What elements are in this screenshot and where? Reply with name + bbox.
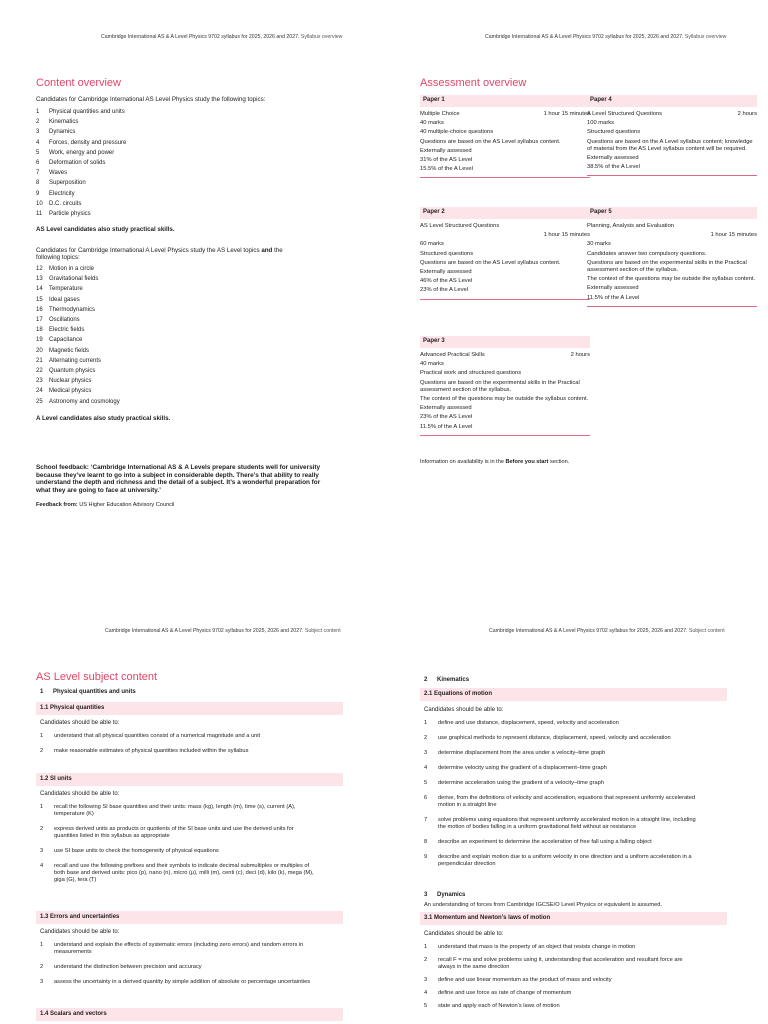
item-number: 1 [40, 733, 44, 739]
topic-number: 10 [36, 200, 43, 207]
list-item [40, 748, 350, 755]
topic-item [36, 117, 126, 127]
topic-number: 5 [36, 149, 40, 156]
list-item [40, 804, 350, 818]
item-text: define and use force as rate of change of momentum [438, 990, 572, 996]
topic-heading [424, 677, 469, 683]
page-10 [0, 0, 384, 512]
paper-detail: Questions are based on the AS Level syllabus content. [420, 138, 561, 145]
topic-title: Dynamics [437, 892, 466, 898]
content-overview-title: Content overview [36, 77, 121, 89]
a-intro-part: the [274, 247, 283, 254]
page-header [105, 628, 341, 634]
list-item [424, 765, 734, 772]
page-11 [384, 0, 768, 512]
topic-item [36, 107, 126, 117]
a-intro-part: following topics: [36, 254, 80, 262]
page-header [101, 34, 342, 40]
paper-title: AS Level Structured Questions [420, 223, 500, 229]
feedback-line: because they’ve learnt to go into a subject in considerable depth. There’s that ability to really [36, 471, 319, 479]
paper-duration: 2 hours [737, 111, 757, 117]
topic-item [36, 189, 126, 199]
item-text: use SI base units to check the homogeneity of physical equations [54, 848, 219, 854]
topic-number: 22 [36, 368, 43, 375]
topic-item [36, 168, 126, 178]
paper-detail: Externally assessed [587, 285, 639, 292]
paper-detail: 15.5% of the A Level [420, 166, 473, 173]
topic-title: Medical physics [49, 388, 92, 395]
page-header [485, 34, 726, 40]
section-intro: Candidates should be able to: [40, 720, 120, 726]
topic-number: 24 [36, 388, 43, 395]
item-number: 1 [424, 944, 428, 950]
list-item [40, 942, 350, 956]
paper-detail: The context of the questions may be outside the syllabus content. [420, 396, 589, 403]
topic-number: 2 [424, 677, 428, 683]
paper-detail: Externally assessed [420, 147, 472, 154]
paper-detail: Externally assessed [587, 155, 639, 162]
paper-marks: 40 marks [420, 361, 444, 368]
header-title: Cambridge International AS & A Level Physics 9702 syllabus for 2025, 2026 and 2027. [485, 34, 684, 40]
a-practical-note: A Level candidates also study practical skills. [36, 415, 171, 422]
item-number: 9 [424, 854, 428, 860]
topic-heading [424, 892, 465, 898]
topic-item [36, 376, 120, 386]
topic-number: 12 [36, 266, 43, 272]
paper-marks: 40 marks [420, 120, 444, 127]
topic-item [36, 199, 126, 209]
topic-number: 2 [36, 119, 40, 126]
paper-heading: Paper 4 [587, 95, 757, 107]
topic-title: Deformation of solids [49, 160, 106, 167]
paper-detail: Candidates answer two compulsory questions. [587, 250, 707, 257]
topic-number: 6 [36, 160, 40, 167]
item-text: measurements [54, 949, 92, 955]
topic-title: Electricity [49, 190, 75, 197]
paper-marks: 30 marks [587, 241, 611, 248]
topic-title: Forces, density and pressure [49, 139, 127, 146]
a-intro-and: and [261, 247, 273, 254]
topic-title: Physical quantities and units [49, 109, 125, 115]
feedback-from-source: US Higher Education Advisory Council [79, 502, 175, 508]
paper-heading: Paper 1 [420, 95, 590, 107]
list-item [424, 977, 734, 984]
paper-divider [587, 306, 757, 307]
availability-text: Information on availability is in the [420, 459, 504, 465]
item-text: determine displacement from the area under a velocity–time graph [438, 750, 606, 756]
a-intro-part: Candidates for Cambridge International A Level Physics study the AS Level topics [36, 247, 260, 254]
section-intro: Candidates should be able to: [40, 791, 120, 797]
topic-number: 17 [36, 317, 43, 324]
topic-title: Physical quantities and units [53, 689, 136, 695]
paper-2-box [420, 207, 590, 300]
item-text: determine velocity using the gradient of a displacement–time graph [438, 765, 607, 771]
topic-title: Nuclear physics [49, 378, 92, 385]
item-text: recall and use the following prefixes and their symbols to indicate decimal submultiples or multiples of [54, 863, 310, 869]
item-number: 1 [40, 804, 44, 810]
item-text: use graphical methods to represent distance, displacement, speed, velocity and acceleration [438, 735, 671, 741]
topic-title: Gravitational fields [49, 276, 99, 283]
paper-detail: 40 multiple-choice questions [420, 129, 494, 136]
topic-item [36, 264, 120, 274]
list-item [40, 826, 350, 840]
list-item [40, 848, 350, 855]
paper-duration: 2 hours [570, 352, 590, 358]
item-number: 7 [424, 817, 428, 823]
item-text: assess the uncertainty in a derived quantity by simple addition of absolute or percentage uncertainties [54, 979, 311, 985]
paper-detail: 11.5% of the A Level [587, 294, 640, 301]
page-subject-2 [384, 512, 768, 1024]
item-text: define and use distance, displacement, speed, velocity and acceleration [438, 720, 619, 726]
item-text: understand the distinction between precision and accuracy [54, 964, 202, 970]
header-section: Syllabus overview [684, 34, 727, 40]
topic-number: 9 [36, 190, 40, 197]
item-text: both base and derived units: pico (p), nano (n), micro (μ), milli (m), centi (c), deci (d), kilo (k), mega (M), [54, 870, 314, 876]
paper-title-row [587, 111, 757, 118]
topic-number: 11 [36, 211, 43, 218]
item-text: derive, from the definitions of velocity and acceleration, equations that represent uniformly accelerated [438, 795, 696, 801]
paper-detail: 11.5% of the A Level [420, 423, 473, 430]
topic-item [36, 305, 120, 315]
header-section: Syllabus overview [300, 34, 343, 40]
paper-title: A Level Structured Questions [587, 111, 663, 117]
feedback-line: ‘Cambridge International AS & A Levels prepare students well for university [90, 464, 321, 471]
item-text: temperature (K) [54, 811, 94, 817]
topic-item [36, 178, 126, 188]
list-item [40, 733, 350, 740]
topic-title: D.C. circuits [49, 200, 82, 207]
list-item [424, 720, 734, 727]
feedback-line: what they are going to face at university.’ [36, 486, 161, 494]
item-number: 3 [40, 979, 44, 985]
topic-title: Waves [49, 170, 68, 177]
topic-number: 25 [36, 398, 43, 405]
topic-title: Ideal gases [49, 296, 80, 303]
paper-detail: Structured questions [420, 250, 474, 257]
paper-detail: 38.5% of the A Level [587, 164, 640, 171]
topic-item [36, 366, 120, 376]
paper-divider [587, 175, 757, 176]
a-level-intro [36, 247, 336, 261]
topic-number: 21 [36, 357, 43, 364]
item-text: make reasonable estimates of physical quantities included within the syllabus [54, 748, 249, 754]
item-number: 4 [424, 990, 428, 996]
topic-title: Superposition [49, 180, 86, 187]
item-number: 8 [424, 839, 428, 845]
item-number: 2 [40, 964, 44, 970]
item-text: perpendicular direction [438, 861, 496, 867]
header-section: Subject content [688, 628, 725, 634]
item-text: motion in a straight line [438, 802, 497, 808]
paper-4-box [587, 95, 757, 176]
item-text: solve problems using equations that represent uniformly accelerated motion in a straight line, including [438, 817, 696, 823]
paper-title: Advanced Practical Skills [420, 352, 485, 358]
item-text: recall F = ma and solve problems using it, understanding that acceleration and resultant force are [438, 957, 683, 963]
topic-item [36, 325, 120, 335]
paper-marks: 100 marks [587, 120, 615, 127]
paper-title-row [420, 111, 590, 118]
paper-detail: Questions are based on the experimental skills in the Practical assessment section of the syllabus. [587, 259, 747, 274]
item-number: 5 [424, 780, 428, 786]
topic-number: 14 [36, 286, 43, 293]
topic-title: Temperature [49, 286, 83, 293]
topic-item [36, 274, 120, 284]
topic-number: 19 [36, 337, 43, 344]
item-text: describe an experiment to determine the acceleration of free fall using a falling object [438, 839, 652, 845]
school-feedback [36, 464, 376, 494]
list-item [424, 990, 734, 997]
paper-divider [420, 299, 590, 300]
feedback-label: School feedback: [36, 464, 89, 471]
topic-title: Motion in a circle [49, 266, 95, 272]
item-text: determine acceleration using the gradient of a velocity–time graph [438, 780, 604, 786]
availability-bold: Before you start [505, 459, 549, 465]
page-header [489, 628, 725, 634]
as-intro: Candidates for Cambridge International AS Level Physics study the following topics: [36, 96, 266, 103]
list-item [424, 795, 734, 809]
topic-item [36, 315, 120, 325]
topic-title: Kinematics [437, 677, 470, 683]
item-number: 5 [424, 1003, 428, 1009]
paper-title: Planning, Analysis and Evaluation [587, 223, 675, 229]
topic-title: Magnetic fields [49, 347, 90, 354]
topic-number: 4 [36, 139, 40, 146]
list-item [424, 957, 734, 971]
header-title: Cambridge International AS & A Level Physics 9702 syllabus for 2025, 2026 and 2027. [101, 34, 300, 40]
paper-duration: 1 hour 15 minutes [543, 232, 590, 239]
item-number: 2 [40, 826, 44, 832]
paper-1-box [420, 95, 590, 178]
list-item [424, 1003, 734, 1010]
item-number: 3 [424, 977, 428, 983]
paper-marks: 60 marks [420, 241, 444, 248]
section-heading: 2.1 Equations of motion [420, 688, 727, 701]
list-item [424, 780, 734, 787]
a-topic-list [36, 264, 120, 407]
availability-note [420, 459, 569, 466]
item-number: 2 [40, 748, 44, 754]
item-text: understand that all physical quantities consist of a numerical magnitude and a unit [54, 733, 261, 739]
item-number: 4 [40, 863, 44, 869]
as-topic-list [36, 107, 126, 219]
feedback-line: understand the depth and richness and the detail of a subject. It’s a wonderful preparation for [36, 479, 321, 487]
paper-detail: Externally assessed [420, 405, 472, 412]
feedback-from-label: Feedback from: [36, 502, 78, 508]
section-heading: 3.1 Momentum and Newton’s laws of motion [420, 912, 727, 925]
item-number: 3 [40, 848, 44, 854]
topic-item [36, 209, 126, 219]
topic-number: 8 [36, 180, 40, 187]
item-text: understand that mass is the property of an object that resists change in motion [438, 944, 636, 950]
item-text: quantities listed in this syllabus as appropriate [54, 833, 170, 839]
assessment-overview-title: Assessment overview [420, 77, 527, 89]
topic-number: 13 [36, 276, 43, 283]
list-item [424, 817, 734, 831]
topic-title: Electric fields [49, 327, 85, 334]
topic-number: 1 [40, 689, 44, 695]
item-text: define and use linear momentum as the product of mass and velocity [438, 977, 612, 983]
header-title: Cambridge International AS & A Level Physics 9702 syllabus for 2025, 2026 and 2027. [105, 628, 304, 634]
list-item [40, 964, 350, 971]
header-title: Cambridge International AS & A Level Physics 9702 syllabus for 2025, 2026 and 2027. [489, 628, 688, 634]
item-number: 1 [40, 942, 44, 948]
topic-item [36, 386, 120, 396]
item-text: always in the same direction [438, 964, 510, 970]
paper-detail: The context of the questions may be outside the syllabus content. [587, 276, 756, 283]
section-heading: 1.3 Errors and uncertainties [36, 911, 343, 924]
paper-heading: Paper 3 [420, 336, 590, 348]
paper-detail: Structured questions [587, 129, 641, 136]
topic-item [36, 295, 120, 305]
item-text: understand and explain the effects of systematic errors (including zero errors) and random errors in [54, 942, 304, 948]
paper-divider [420, 177, 590, 178]
section-intro: Candidates should be able to: [40, 929, 120, 935]
item-text: express derived units as products or quotients of the SI base units and use the derived units for [54, 826, 294, 832]
item-text: giga (G), tera (T) [54, 877, 97, 883]
section-heading: 1.4 Scalars and vectors [36, 1008, 343, 1021]
paper-title: Multiple Choice [420, 111, 460, 117]
item-text: recall the following SI base quantities and their units: mass (kg), length (m), time (s), current (A), [54, 804, 296, 810]
topic-heading [40, 689, 136, 695]
topic-title: Thermodynamics [49, 306, 96, 313]
section-heading: 1.1 Physical quantities [36, 702, 343, 715]
list-item [424, 735, 734, 742]
topic-number: 3 [36, 129, 40, 136]
topic-number: 7 [36, 170, 40, 177]
section-intro: Candidates should be able to: [424, 707, 504, 713]
item-text: state and apply each of Newton’s laws of motion [438, 1003, 560, 1009]
item-text: the motion of bodies falling in a uniform gravitational field without air resistance [438, 824, 637, 830]
paper-detail: 46% of the AS Level [420, 278, 473, 285]
topic-item [36, 284, 120, 294]
paper-detail: Questions are based on the AS Level syllabus content. [420, 259, 561, 266]
list-item [424, 839, 734, 846]
item-number: 4 [424, 765, 428, 771]
topic-number: 18 [36, 327, 43, 334]
topic-number: 1 [36, 109, 40, 115]
section-intro: Candidates should be able to: [424, 931, 504, 937]
topic-title: Alternating currents [49, 357, 102, 364]
topic-title: Capacitance [49, 337, 83, 344]
paper-detail: Questions are based on the A Level syllabus content; knowledge of material from the AS Level syllabus content will be required. [587, 138, 753, 152]
topic-number: 3 [424, 892, 428, 898]
paper-heading: Paper 5 [587, 207, 757, 219]
topic-item [36, 335, 120, 345]
as-practical-note: AS Level candidates also study practical skills. [36, 226, 175, 233]
list-item [424, 854, 734, 868]
paper-3-box [420, 336, 590, 436]
topic-title: Particle physics [49, 211, 91, 218]
list-item [40, 863, 350, 884]
topic-title: Dynamics [49, 129, 76, 136]
paper-detail: Questions are based on the experimental skills in the Practical assessment section of the syllabus. [420, 379, 580, 393]
section-heading: 1.2 SI units [36, 773, 343, 786]
topic-title: Astronomy and cosmology [49, 398, 120, 405]
topic-item [36, 158, 126, 168]
topic-title: Kinematics [49, 119, 79, 126]
topic-item [36, 397, 120, 407]
paper-detail: 23% of the A Level [420, 287, 469, 294]
topic-item [36, 127, 126, 137]
item-number: 1 [424, 720, 428, 726]
item-number: 2 [424, 735, 428, 741]
topic-item [36, 138, 126, 148]
paper-detail: Externally assessed [420, 269, 472, 276]
topic-number: 20 [36, 347, 43, 354]
topic-title: Work, energy and power [49, 149, 115, 156]
item-number: 2 [424, 957, 428, 963]
paper-duration: 1 hour 15 minutes [710, 232, 757, 239]
topic-number: 16 [36, 306, 43, 313]
paper-detail: Practical work and structured questions [420, 370, 522, 377]
list-item [40, 979, 350, 986]
paper-5-box [587, 207, 757, 307]
list-item [424, 944, 734, 951]
item-text: describe and explain motion due to a uniform velocity in one direction and a uniform acceleration in a [438, 854, 692, 860]
as-subject-title: AS Level subject content [36, 671, 158, 683]
topic-item [36, 148, 126, 158]
paper-title-row [420, 352, 590, 359]
availability-text: section. [549, 459, 570, 465]
paper-duration: 1 hour 15 minutes [543, 111, 590, 117]
topic-title: Quantum physics [49, 368, 96, 375]
topic-item [36, 356, 120, 366]
header-section: Subject content [304, 628, 341, 634]
paper-heading: Paper 2 [420, 207, 590, 219]
paper-divider [420, 435, 590, 436]
page-subject-1 [0, 512, 384, 1024]
topic-number: 23 [36, 378, 43, 385]
paper-detail: 31% of the AS Level [420, 157, 473, 164]
topic-item [36, 346, 120, 356]
item-number: 6 [424, 795, 428, 801]
item-number: 3 [424, 750, 428, 756]
topic-number: 15 [36, 296, 43, 303]
feedback-from [36, 502, 174, 509]
list-item [424, 750, 734, 757]
paper-detail: 23% of the AS Level [420, 414, 473, 421]
topic-title: Oscillations [49, 317, 80, 324]
topic-note: An understanding of forces from Cambridge IGCSE/O Level Physics or equivalent is assumed. [424, 902, 663, 908]
